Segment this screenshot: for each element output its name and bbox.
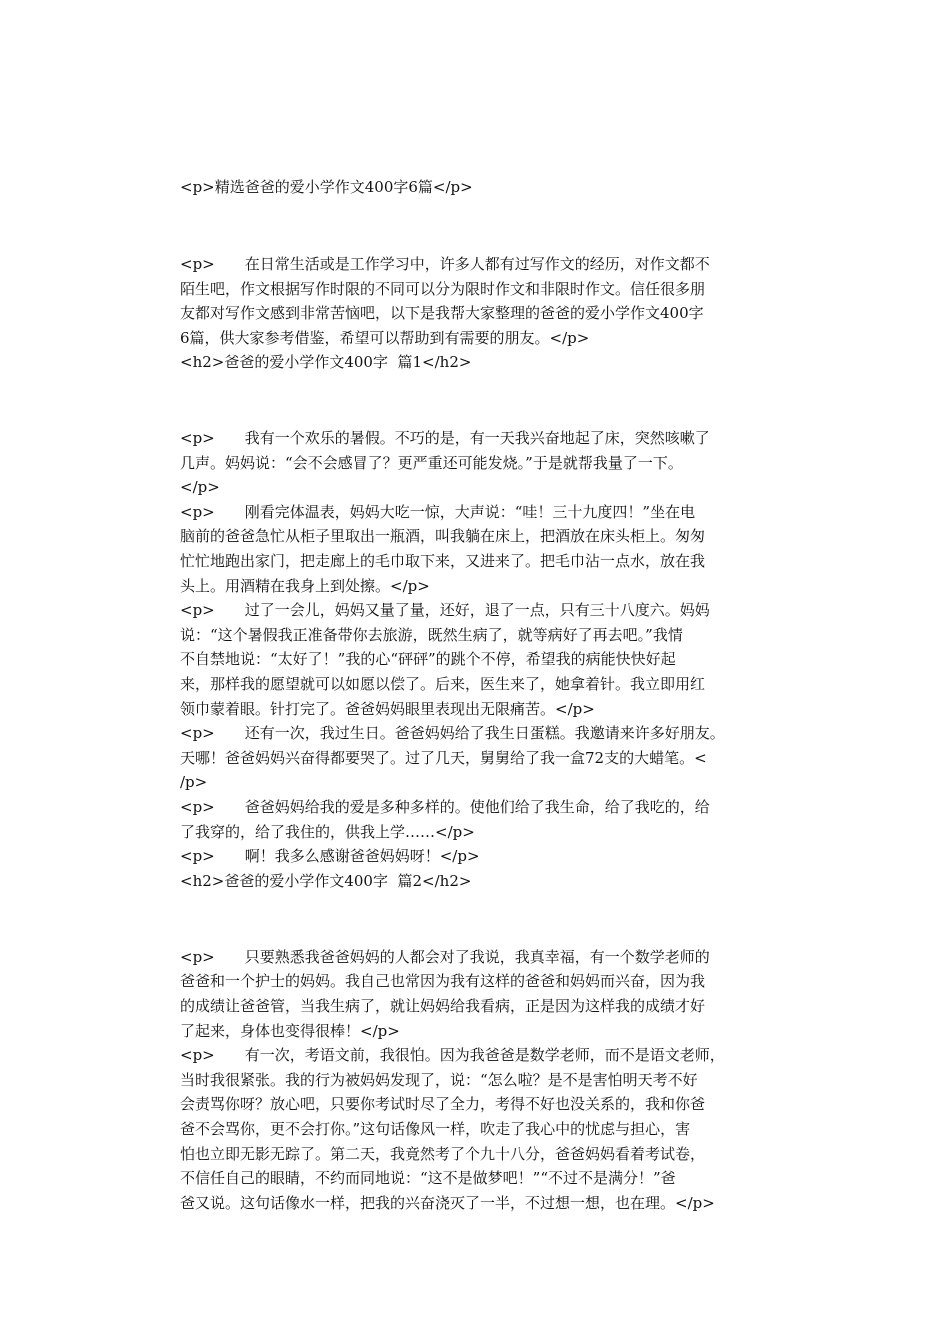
section-2-line: 了起来，身体也变得很棒！</p> [180,1022,400,1040]
section-heading-2: <h2>爸爸的爱小学作文400字 篇2</h2> [180,872,472,890]
intro-line: 友都对写作文感到非常苦恼吧，以下是我帮大家整理的爸爸的爱小学作文400字 [180,304,704,322]
section-2-line: <p> 有一次，考语文前，我很怕。因为我爸爸是数学老师，而不是语文老师， [180,1046,725,1064]
section-1-line: 说：“这个暑假我正准备带你去旅游，既然生病了，就等病好了再去吧。”我情 [180,626,683,644]
section-1-line: </p> [180,478,220,496]
section-1-line: 领巾蒙着眼。针打完了。爸爸妈妈眼里表现出无限痛苦。</p> [180,700,595,718]
section-1-line: 脑前的爸爸急忙从柜子里取出一瓶酒，叫我躺在床上，把酒放在床头柜上。匆匆 [180,527,706,545]
section-2-line: 爸不会骂你，更不会打你。”这句话像风一样，吹走了我心中的忧虑与担心，害 [180,1120,691,1138]
section-2-line: 怕也立即无影无踪了。第二天，我竟然考了个九十八分，爸爸妈妈看着考试卷， [180,1145,706,1163]
section-1-line: 了我穿的，给了我住的，供我上学……</p> [180,823,475,841]
section-1-line: 不自禁地说：“太好了！”我的心“砰砰”的跳个不停，希望我的病能快快好起 [180,650,676,668]
section-2-line: 爸又说。这句话像水一样，把我的兴奋浇灭了一半，不过想一想，也在理。</p> [180,1194,715,1212]
section-2-line: 当时我很紧张。我的行为被妈妈发现了，说：“怎么啦？是不是害怕明天考不好 [180,1071,698,1089]
section-2-line: 不信任自己的眼睛，不约而同地说：“这不是做梦吧！”“不过不是满分！”爸 [180,1169,676,1187]
section-1-line: <p> 过了一会儿，妈妈又量了量，还好，退了一点，只有三十八度六。妈妈 [180,601,710,619]
section-1-line: <p> 还有一次，我过生日。爸爸妈妈给了我生日蛋糕。我邀请来许多好朋友。 [180,724,725,742]
section-1-line: 忙忙地跑出家门，把走廊上的毛巾取下来，又进来了。把毛巾沾一点水，放在我 [180,552,706,570]
section-1-line: 头上。用酒精在我身上到处擦。</p> [180,577,430,595]
intro-line: <p> 在日常生活或是工作学习中，许多人都有过写作文的经历，对作文都不 [180,255,710,273]
document-title: <p>精选爸爸的爱小学作文400字6篇</p> [180,178,473,196]
section-2-line: <p> 只要熟悉我爸爸妈妈的人都会对了我说，我真幸福，有一个数学老师的 [180,948,710,966]
section-1-line: 天哪！爸爸妈妈兴奋得都要哭了。过了几天，舅舅给了我一盒72支的大蜡笔。< [180,749,707,767]
section-2-line: 爸爸和一个护士的妈妈。我自己也常因为我有这样的爸爸和妈妈而兴奋，因为我 [180,972,706,990]
section-2-line: 的成绩让爸爸管，当我生病了，就让妈妈给我看病，正是因为这样我的成绩才好 [180,997,706,1015]
section-1-line: <p> 我有一个欢乐的暑假。不巧的是，有一天我兴奋地起了床，突然咳嗽了 [180,429,710,447]
intro-line: 6篇，供大家参考借鉴，希望可以帮助到有需要的朋友。</p> [180,329,590,347]
section-1-line: <p> 爸爸妈妈给我的爱是多种多样的。使他们给了我生命，给了我吃的，给 [180,798,710,816]
section-1-line: <p> 啊！我多么感谢爸爸妈妈呀！</p> [180,847,480,865]
section-2-line: 会责骂你呀？放心吧，只要你考试时尽了全力，考得不好也没关系的，我和你爸 [180,1095,706,1113]
section-1-line: <p> 刚看完体温表，妈妈大吃一惊，大声说：“哇！三十九度四！”坐在电 [180,503,696,521]
intro-line: 陌生吧，作文根据写作时限的不同可以分为限时作文和非限时作文。信任很多朋 [180,280,706,298]
section-1-line: 几声。妈妈说：“会不会感冒了？更严重还可能发烧。”于是就帮我量了一下。 [180,454,683,472]
section-heading-1: <h2>爸爸的爱小学作文400字 篇1</h2> [180,353,472,371]
section-1-line: 来，那样我的愿望就可以如愿以偿了。后来，医生来了，她拿着针。我立即用红 [180,675,706,693]
section-1-line: /p> [180,773,208,791]
